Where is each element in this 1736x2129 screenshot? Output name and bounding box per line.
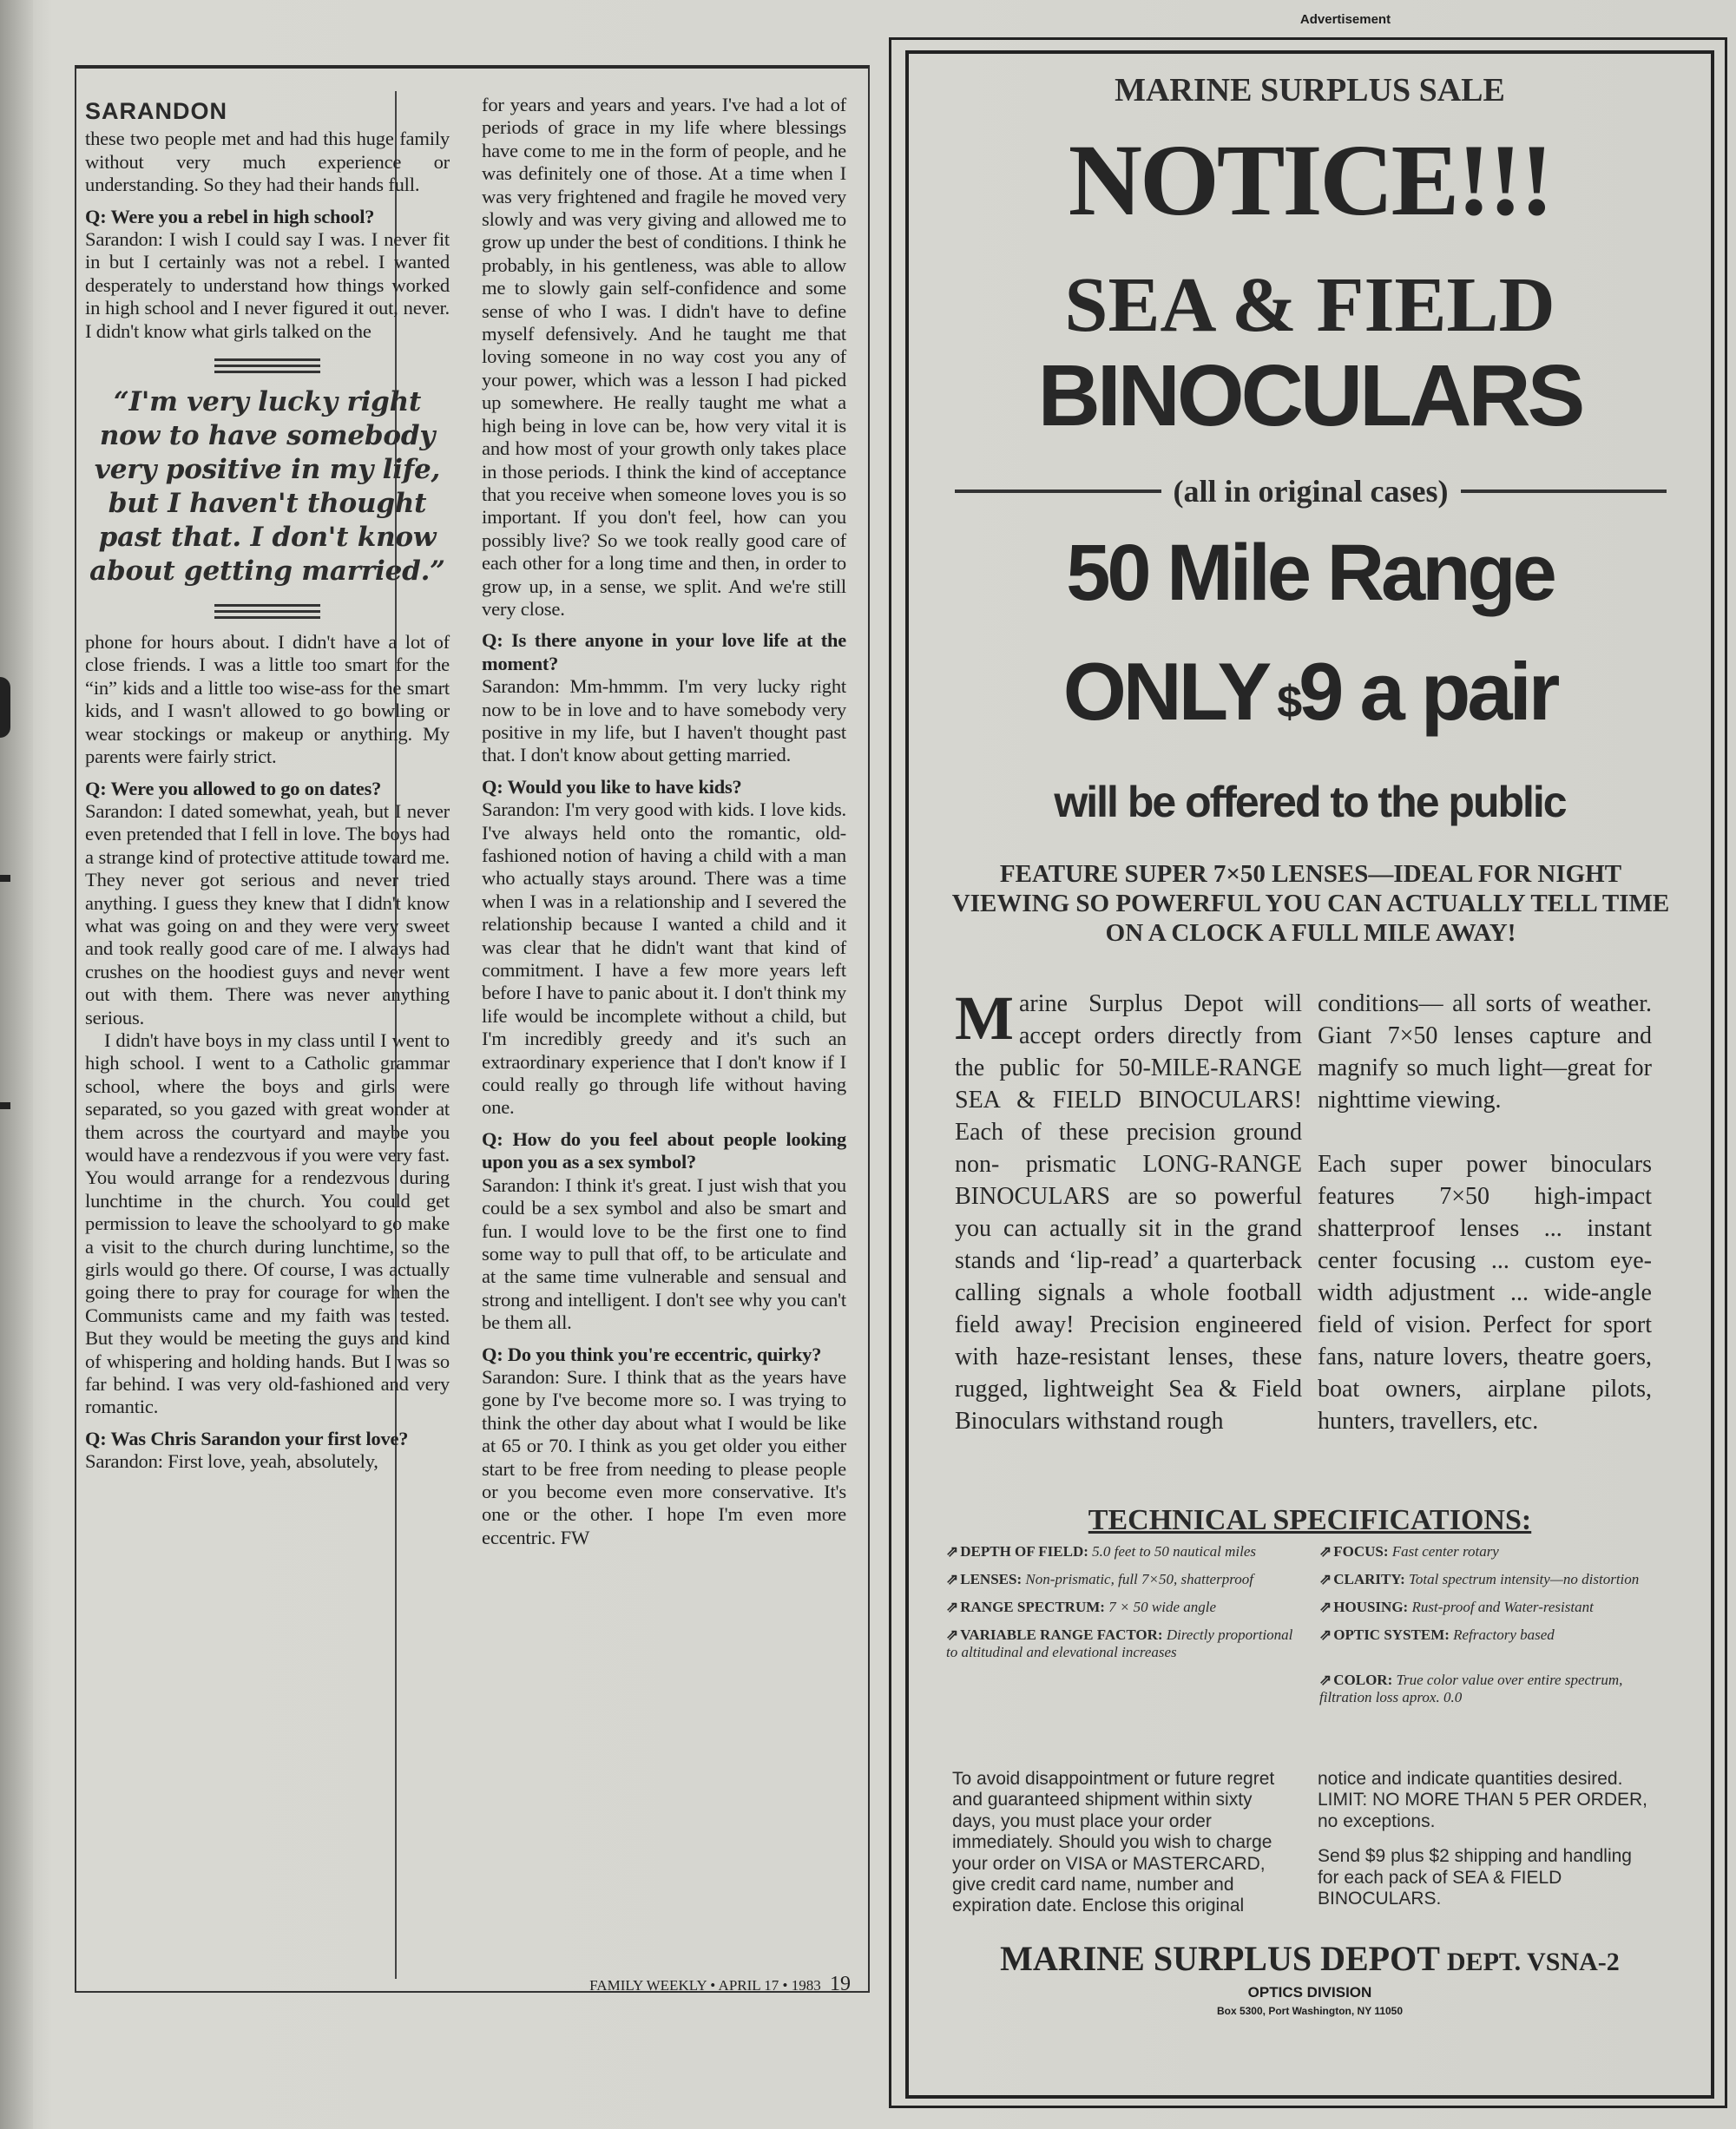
article-column-1 [85, 100, 450, 1474]
article-running-head: SARANDON [85, 98, 228, 124]
interview-question: Q: Would you like to have kids? [482, 775, 742, 798]
spec-item [946, 1543, 1302, 1561]
spec-key: VARIABLE RANGE FACTOR: [960, 1626, 1163, 1643]
ad-body-left-text: arine Surplus Depot will accept orders directly from the public for 50-MILE-RANGE SEA & FIELD BINOCULARS! Each of these precision ground non- prismatic LONG-RANGE BINOCULARS are so powerful you can actually sit in the grand stands and ‘lip-read’ a quarterback calling signals a whole football field away! Precision engineered with haze-resistant lenses, these rugged, lightweight Sea & Field Binoculars withstand rough [955, 990, 1302, 1435]
price-prefix: ONLY [1062, 646, 1269, 737]
interview-paragraph: Sarandon: I'm very good with kids. I love kids. I've always held onto the romantic, old-fashioned notion of having a child with a man who actually stays around. There was a time when I was in a relationship and I severed the relationship because I wanted a child and it was clear that he didn't want that kind of commitment. I have a few more years left before I have to panic about it. I don't think my life would be incomplete without a child, but I'm incredibly greedy and it's such an extraordinary experience that I don't know if I could really go through life without having one. [482, 798, 846, 1119]
subtitle-rule-right [1461, 490, 1667, 493]
interview-question: Q: Was Chris Sarandon your first love? [85, 1427, 409, 1449]
spec-key: HOUSING: [1333, 1599, 1409, 1615]
spec-check-icon: ⇗ [946, 1626, 959, 1643]
ad-kicker: MARINE SURPLUS SALE [1115, 72, 1505, 108]
ad-body-right-para-2: Each super power binoculars features 7×50 high-impact shatterproof lenses ... instant center focusing ... custom eye-width adjustment ... wide-angle field of vision. Perfect for sport fans, nature lovers, theatre goers, boat owners, airplane pilots, hunters, travellers, etc. [1318, 1151, 1652, 1435]
spec-value: Rust-proof and Water-resistant [1411, 1599, 1594, 1615]
ad-address: Box 5300, Port Washington, NY 11050 [1216, 2005, 1404, 2017]
order-instructions: To avoid disappointment or future regret and guaranteed shipment within sixty days, you must place your order immediately. Should you wish to charge your order on VISA or MASTERCARD, give credit card name, number and expiration date. Enclose this original [952, 1769, 1275, 1916]
spec-item [1319, 1543, 1667, 1561]
pull-quote: “I'm very lucky right now to have somebody very positive in my life, but I haven't thought past that. I don't know about getting married.” [89, 386, 445, 588]
spec-key: DEPTH OF FIELD: [960, 1543, 1088, 1560]
spec-item [946, 1626, 1302, 1661]
spec-check-icon: ⇗ [1319, 1626, 1332, 1643]
ad-offered-line: will be offered to the public [1054, 778, 1566, 826]
price-symbol: $ [1277, 677, 1299, 727]
company-dept: DEPT. VSNA-2 [1446, 1948, 1620, 1976]
spec-item [946, 1571, 1302, 1588]
ad-range: 50 Mile Range [1066, 529, 1554, 617]
column-1-bottom-text [85, 631, 450, 1474]
article-column-2 [482, 94, 846, 1549]
spec-value: Refractory based [1453, 1626, 1555, 1643]
interview-paragraph: Sarandon: Mm-hmmm. I'm very lucky right now to be in love and to have somebody very positive in my life, but I haven't thought past that. I don't know about getting married. [482, 675, 846, 766]
spec-value: 7 × 50 wide angle [1108, 1599, 1217, 1615]
spec-key: COLOR: [1333, 1672, 1393, 1688]
spec-check-icon: ⇗ [1319, 1672, 1332, 1688]
ad-price [905, 644, 1714, 739]
interview-question: Q: Were you allowed to go on dates? [85, 777, 382, 799]
spec-key: OPTIC SYSTEM: [1333, 1626, 1450, 1643]
interview-paragraph: for years and years and years. I've had a lot of periods of grace in my life where blessings have come to me in the form of people, and he was definitely one of those. At a time when I was very frightened and fragile he moved very slowly and was very giving and allowed me to grow up under the best of conditions. I think he probably, in his gentleness, was able to allow me to slowly gain self-confidence and some sense of who I was. I didn't have to define myself defensively. And he taught me that loving someone in no way cost you any of your power, which was a lesson I had picked up somewhere. He really taught me what a high being in love can be, how very vital it is and how most of your growth only takes place in those periods. I think the kind of acceptance that you receive when someone loves you is so important. If you don't feel, how can you possibly live? So we took really good care of each other for a long time and then, in order to grow up, in a sense, we split. And we're still very close. [482, 94, 846, 620]
spec-value: Total spectrum intensity—no distortion [1409, 1571, 1640, 1587]
interview-question: Q: Is there anyone in your love life at the moment? [482, 629, 846, 674]
page-footer [556, 1973, 851, 1996]
spec-key: LENSES: [960, 1571, 1023, 1587]
spec-item [946, 1672, 1302, 1706]
spec-item [1319, 1571, 1667, 1588]
spec-check-icon: ⇗ [1319, 1571, 1332, 1587]
ad-division: OPTICS DIVISION [1247, 1984, 1372, 2001]
interview-paragraph: Sarandon: I wish I could say I was. I never fit in but I certainly was not a rebel. I wanted desperately to understand how things worked in high school and I never figured it out, never. I didn't know what girls talked on the [85, 228, 450, 342]
interview-paragraph: these two people met and had this huge family without very much experience or understanding. So they had their hands full. [85, 128, 450, 196]
publication-line: FAMILY WEEKLY • APRIL 17 • 1983 [589, 1977, 821, 1994]
ad-notice-headline: NOTICE!!! [1068, 123, 1552, 237]
spec-value: Directly proportional to altitudinal and elevational increases [946, 1626, 1293, 1660]
gutter-mark [0, 1102, 10, 1109]
interview-paragraph: Sarandon: I think it's great. I just wish that you could be a sex symbol and also be smart and fun. I would love to be the first one to find some way to pull that off, to be articulate and at the same time vulnerable and sensual and strong and intelligent. I don't see why you can't be them all. [482, 1173, 846, 1334]
interview-paragraph: Sarandon: I dated somewhat, yeah, but I never even pretended that I fell in love. The boys had a strange kind of protective attitude toward me. They never got serious and never tried anything. I guess they knew that I didn't know what was going on and they were very sweet and took really good care of me. I always had crushes on the hoodiest guys and never went out with them. There was never anything serious. [85, 799, 450, 1028]
spec-title: TECHNICAL SPECIFICATIONS: [1088, 1504, 1532, 1536]
subtitle-rule-left [955, 490, 1161, 493]
spec-item [1319, 1672, 1667, 1706]
gutter-mark [0, 875, 10, 882]
order-text-left [952, 1769, 1286, 1931]
interview-question: Q: Were you a rebel in high school? [85, 205, 375, 227]
spec-item [1319, 1599, 1667, 1616]
ad-body-right [1318, 988, 1652, 1437]
order-limit: notice and indicate quantities desired. LIMIT: NO MORE THAN 5 PER ORDER, no exceptions. [1318, 1769, 1647, 1831]
column-1-top-text [85, 128, 450, 343]
spec-item [1319, 1626, 1667, 1661]
spec-value: 5.0 feet to 50 nautical miles [1092, 1543, 1257, 1560]
subtitle-text: (all in original cases) [1173, 474, 1449, 509]
ad-product-line-2: BINOCULARS [1037, 347, 1582, 444]
ad-feature-blurb: FEATURE SUPER 7×50 LENSES—IDEAL FOR NIGHT VIEWING SO POWERFUL YOU CAN ACTUALLY TELL TIME ON A CLOCK A FULL MILE AWAY! [951, 860, 1670, 947]
order-shipping: Send $9 plus $2 shipping and handling for each pack of SEA & FIELD BINOCULARS. [1318, 1846, 1632, 1909]
spec-key: CLARITY: [1333, 1571, 1405, 1587]
gutter-mark [0, 677, 10, 738]
column-2-text [482, 94, 846, 1549]
spec-list [946, 1543, 1667, 1706]
interview-paragraph: I didn't have boys in my class until I went to high school. I went to a Catholic grammar school, where the boys and girls were separated, so you gazed with great wonder at them across the courtyard and maybe you would have a rendezvous if you were very fast. You would arrange for a rendezvous during lunchtime in the church. You could get permission to leave the schoolyard to go make a visit to the church during lunchtime, so the girls would go there. Of course, I was actually going there to pray for courage for when the Communists came and my faith was tested. But they would be meeting the guys and kind of whispering and holding hands. But I was so far behind. I was very old-fashioned and very romantic. [85, 1028, 450, 1418]
interview-question: Q: How do you feel about people looking upon you as a sex symbol? [482, 1127, 846, 1173]
spec-key: FOCUS: [1333, 1543, 1389, 1560]
spec-check-icon: ⇗ [946, 1599, 959, 1615]
order-text-right [1318, 1769, 1656, 1923]
interview-question: Q: Do you think you're eccentric, quirky? [482, 1343, 822, 1365]
pull-quote-rule-bottom [214, 604, 320, 619]
ad-body-left [955, 983, 1302, 1437]
interview-paragraph: Sarandon: First love, yeah, absolutely, [85, 1450, 378, 1473]
spec-check-icon: ⇗ [946, 1571, 959, 1587]
company-name: MARINE SURPLUS DEPOT [1000, 1939, 1440, 1978]
ad-company [905, 1938, 1714, 1979]
spec-key: RANGE SPECTRUM: [960, 1599, 1105, 1615]
interview-paragraph: Sarandon: Sure. I think that as the years have gone by I've become more so. I was trying to think the other day about what I would be like at 65 or 70. I think as you get older you either start to be free from needing to please people or you become even more conservative. It's one or the other. I hope I'm even more eccentric. FW [482, 1365, 846, 1548]
spec-value: Non-prismatic, full 7×50, shatterproof [1025, 1571, 1253, 1587]
spec-check-icon: ⇗ [1319, 1543, 1332, 1560]
page-number: 19 [830, 1973, 851, 1995]
pull-quote-rule-top [214, 358, 320, 373]
price-suffix: 9 a pair [1299, 646, 1557, 737]
spec-item [946, 1599, 1302, 1616]
spec-check-icon: ⇗ [946, 1543, 959, 1560]
spec-check-icon: ⇗ [1319, 1599, 1332, 1615]
advertisement-label: Advertisement [1299, 12, 1391, 27]
drop-cap: M [955, 983, 1014, 1053]
interview-paragraph: phone for hours about. I didn't have a lot of close friends. I was a little too smart for the “in” kids and a little too wise-ass for the smart kids, and I wasn't allowed to go bowling or wear stockings or makeup or anything. My parents were fairly strict. [85, 631, 450, 768]
ad-body-right-para-1: conditions— all sorts of weather. Giant 7×50 lenses capture and magnify so much light—great for nighttime viewing. [1318, 990, 1652, 1114]
spec-value: True color value over entire spectrum, filtration loss aprox. 0.0 [1319, 1672, 1623, 1705]
page-gutter [0, 0, 33, 2129]
spec-value: Fast center rotary [1391, 1543, 1499, 1560]
ad-subtitle [955, 473, 1667, 509]
ad-product-line-1: SEA & FIELD [1064, 262, 1555, 348]
